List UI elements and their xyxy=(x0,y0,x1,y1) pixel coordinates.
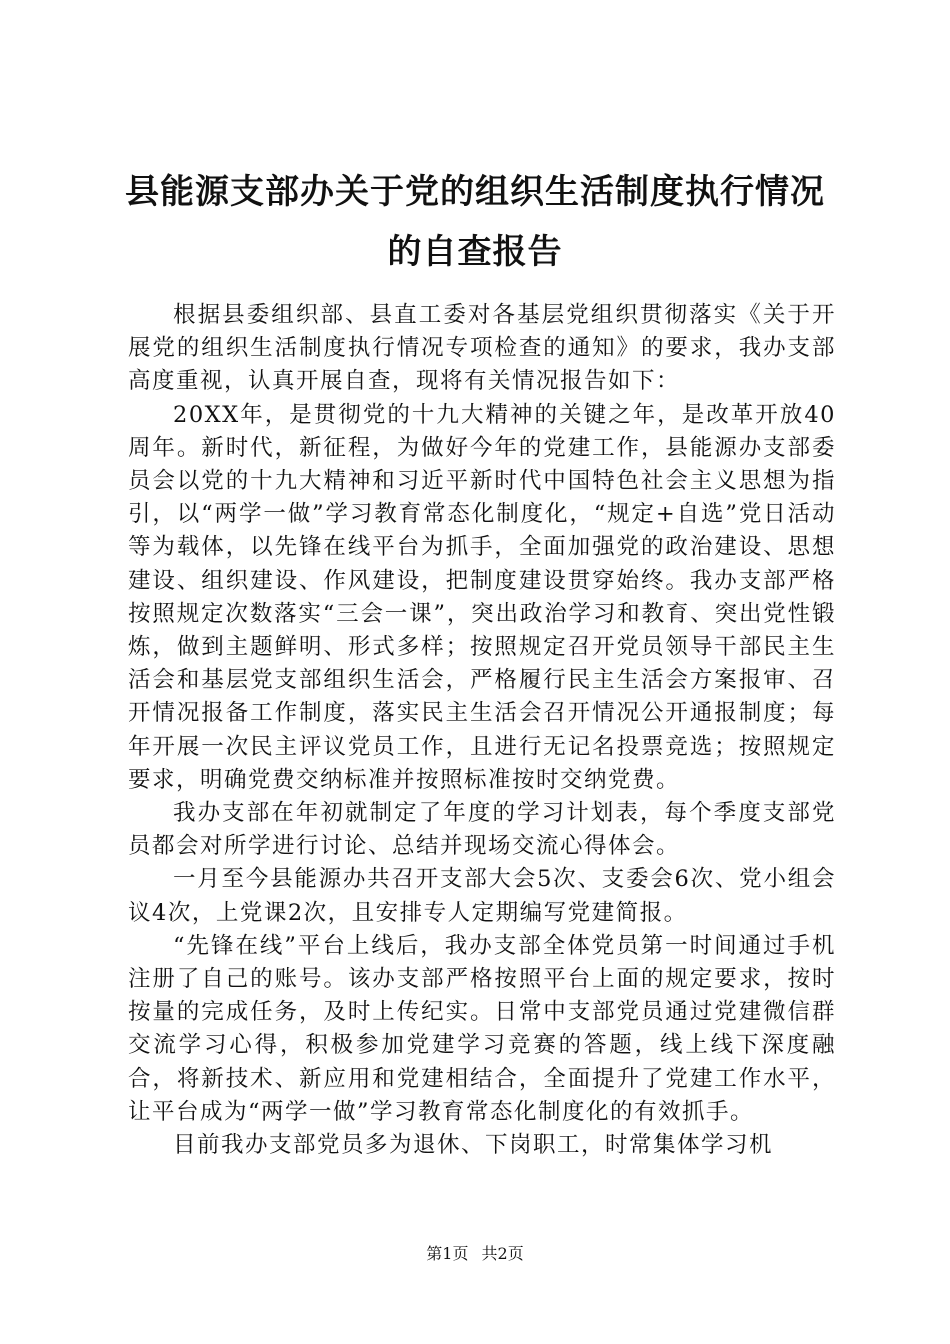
page-total: 共2页 xyxy=(481,1244,524,1263)
title-line-1: 县能源支部办关于党的组织生活制度执行情况 xyxy=(125,172,825,212)
paragraph: 20XX年，是贯彻党的十九大精神的关键之年，是改革开放40周年。新时代，新征程，为做好今年的党建工作，县能源办支部委员会以党的十九大精神和习近平新时代中国特色社会主义思想为指引，以“两学一做”学习教育常态化制度化，“规定+自选”党日活动等为载体，以先锋在线平台为抓手，全面加强党的政治建设、思想建设、组织建设、作风建设，把制度建设贯穿始终。我办支部严格按照规定次数落实“三会一课”，突出政治学习和教育、突出党性锻炼，做到主题鲜明、形式多样；按照规定召开党员领导干部民主生活会和基层党支部组织生活会，严格履行民主生活会方案报审、召开情况报备工作制度，落实民主生活会召开情况公开通报制度；每年开展一次民主评议党员工作，且进行无记名投票竞选；按照规定要求，明确党费交纳标准并按照标准按时交纳党费。 xyxy=(128,401,836,793)
paragraph: 一月至今县能源办共召开支部大会5次、支委会6次、党小组会议4次，上党课2次，且安排专人定期编写党建简报。 xyxy=(128,866,836,926)
title-line-2: 的自查报告 xyxy=(387,232,563,272)
paragraph: 我办支部在年初就制定了年度的学习计划表，每个季度支部党员都会对所学进行讨论、总结并现场交流心得体会。 xyxy=(128,800,836,860)
document-body xyxy=(128,299,836,1162)
document-title xyxy=(100,162,850,282)
page-footer xyxy=(0,1244,950,1264)
page-number: 第1页 xyxy=(426,1244,469,1263)
paragraph: “先锋在线”平台上线后，我办支部全体党员第一时间通过手机注册了自己的账号。该办支部严格按照平台上面的规定要求，按时按量的完成任务，及时上传纪实。日常中支部党员通过党建微信群交流学习心得，积极参加党建学习竞赛的答题，线上线下深度融合，将新技术、新应用和党建相结合，全面提升了党建工作水平，让平台成为“两学一做”学习教育常态化制度化的有效抓手。 xyxy=(128,932,836,1125)
paragraph: 目前我办支部党员多为退休、下岗职工，时常集体学习机 xyxy=(173,1132,774,1159)
paragraph: 根据县委组织部、县直工委对各基层党组织贯彻落实《关于开展党的组织生活制度执行情况专项检查的通知》的要求，我办支部高度重视，认真开展自查，现将有关情况报告如下： xyxy=(128,302,836,395)
